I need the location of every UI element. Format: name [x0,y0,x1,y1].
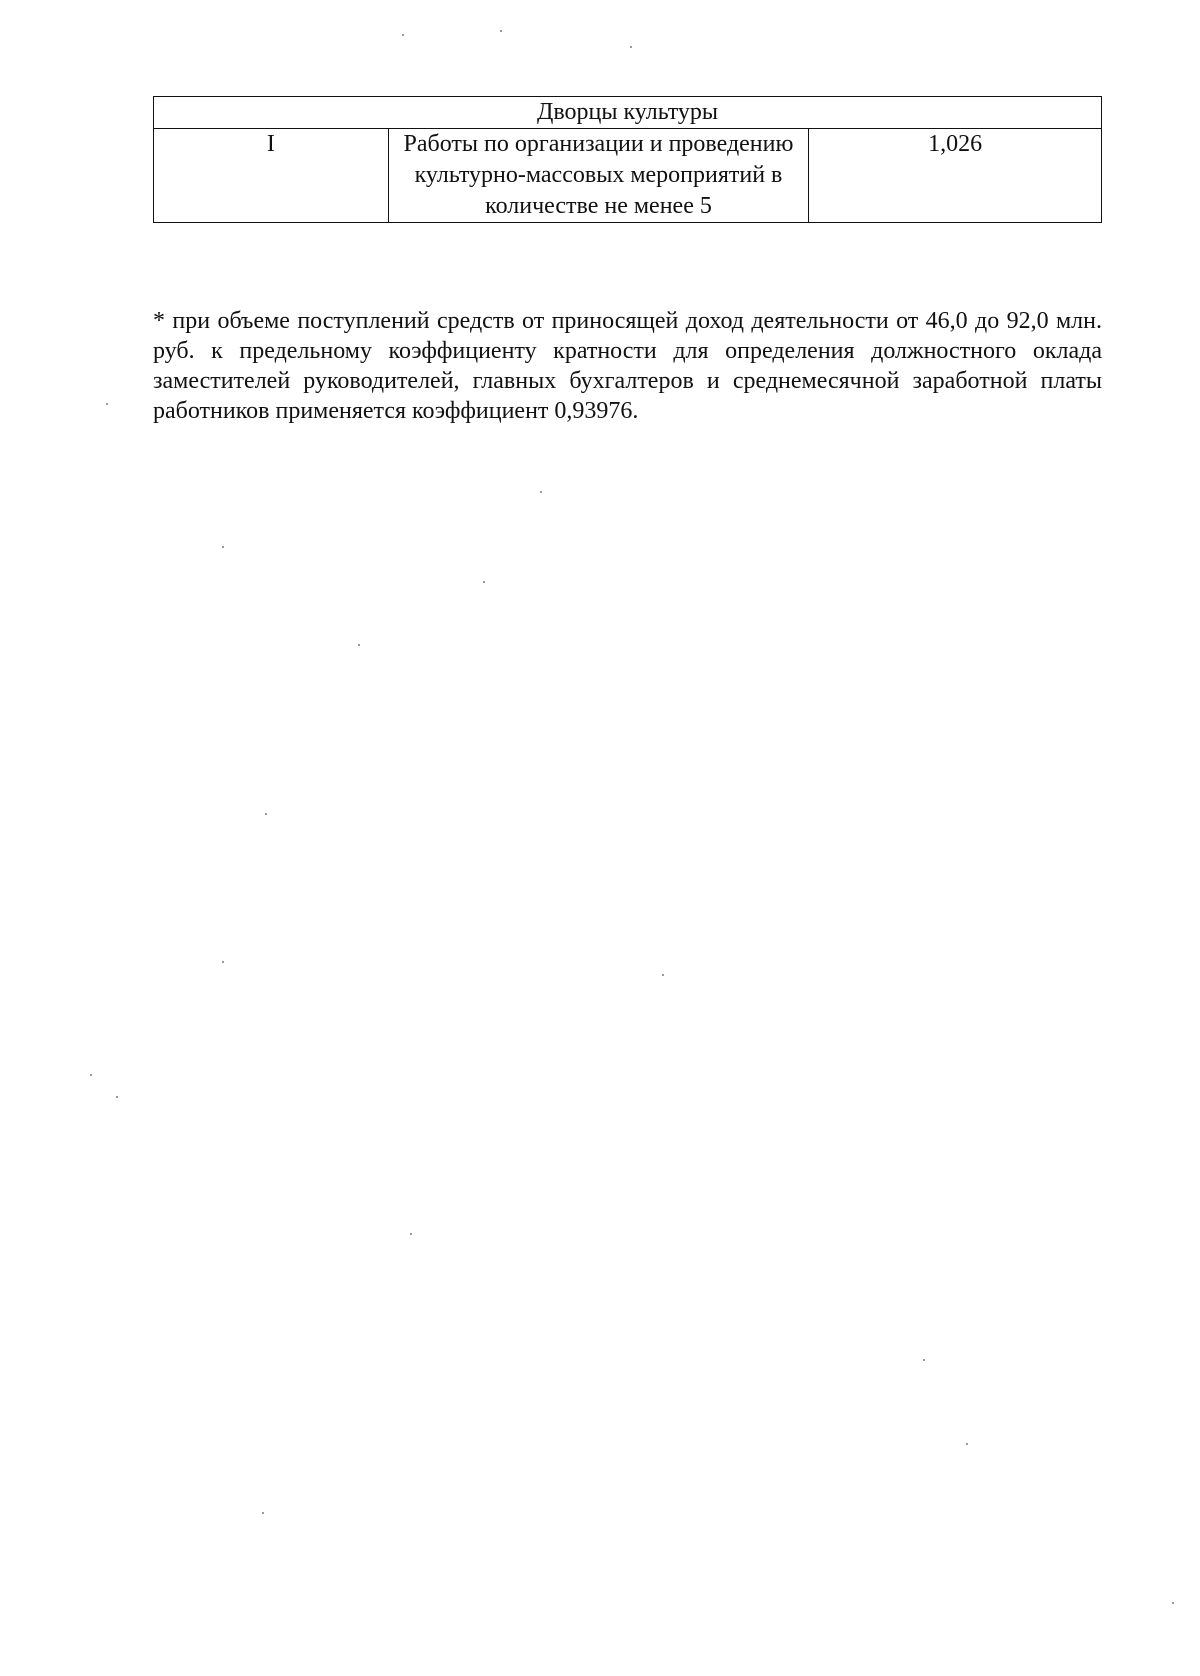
table-section-header-row [154,97,1102,129]
category-cell: I [154,129,389,223]
work-description-cell: Работы по организации и проведению культурно-массовых мероприятий в количестве не менее 5 [388,129,809,223]
section-title: Дворцы культуры [154,97,1102,129]
table-row [154,129,1102,223]
coefficient-table [153,96,1102,223]
footnote-paragraph: * при объеме поступлений средств от приносящей доход деятельности от 46,0 до 92,0 млн. руб. к предельному коэффициенту кратности для определения должностного оклада заместителей руководителей, главных бухгалтеров и среднемесячной заработной платы работников применяется коэффициент 0,93976. [153,308,1102,424]
coefficient-cell: 1,026 [809,129,1102,223]
